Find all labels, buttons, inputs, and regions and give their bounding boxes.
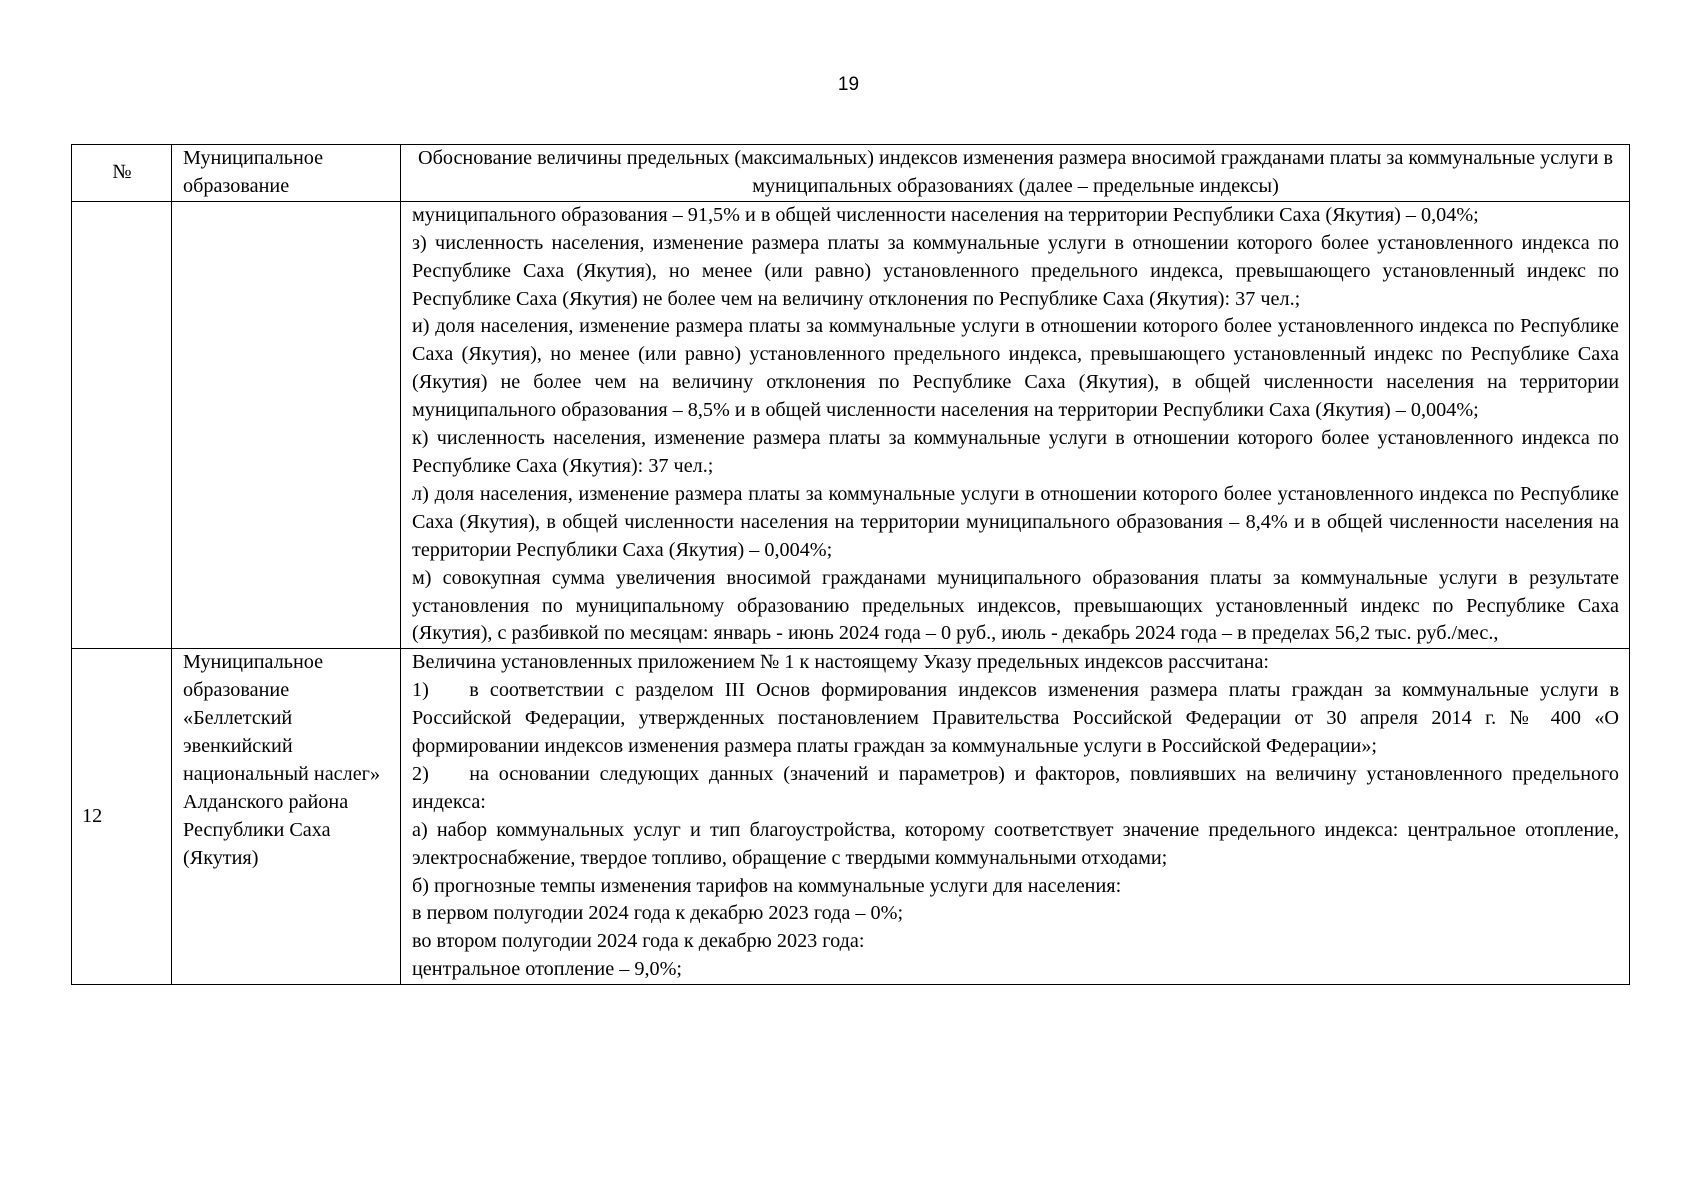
paragraph: б) прогнозные темпы изменения тарифов на коммунальные услуги для населения: (412, 874, 1122, 897)
paragraph: м) совокупная сумма увеличения вносимой гражданами муниципального образования платы за коммунальные услуги в результате установления по муниципальному образованию предельных индексов, превышающих установленный индекс по Республике Саха (Якутия), с разбивкой по месяцам: январь - июнь 2024 года – 0 руб., июль - декабрь 2024 года – в пределах 56,2 тыс. руб./мес., (412, 566, 1619, 645)
table-header-row (72, 145, 1630, 202)
header-justification: Обоснование величины предельных (максимальных) индексов изменения размера вносимой гражданами платы за коммунальные услуги в муниципальных образованиях (далее – предельные индексы) (401, 145, 1630, 202)
row-justification (401, 649, 1630, 985)
table-row (72, 201, 1630, 649)
table-row (72, 649, 1630, 985)
header-municipality: Муниципальное образование (172, 145, 401, 202)
paragraph: 2) на основании следующих данных (значений и параметров) и факторов, повлиявших на величину установленного предельного индекса: (412, 762, 1619, 813)
paragraph: во втором полугодии 2024 года к декабрю 2023 года: (412, 930, 865, 953)
row-number (72, 201, 172, 649)
page-number: 19 (837, 74, 860, 95)
paragraph: муниципального образования – 91,5% и в общей численности населения на территории Республики Саха (Якутия) – 0,04%; (412, 203, 1479, 226)
paragraph: центральное отопление – 9,0%; (412, 958, 683, 981)
paragraph: в первом полугодии 2024 года к декабрю 2023 года – 0%; (412, 902, 904, 925)
row-justification (401, 201, 1630, 649)
paragraph: а) набор коммунальных услуг и тип благоустройства, которому соответствует значение предельного индекса: центральное отопление, электроснабжение, твердое топливо, обращение с твердыми коммунальными отходами; (412, 818, 1619, 869)
row-municipality: Муниципальное образование «Беллетский эвенкийский национальный наслег» Алданского района Республики Саха (Якутия) (172, 649, 401, 985)
paragraph: и) доля населения, изменение размера платы за коммунальные услуги в отношении которого более установленного индекса по Республике Саха (Якутия), но менее (или равно) установленного предельного индекса, превышающего установленный индекс по Республике Саха (Якутия) не более чем на величину отклонения по Республике Саха (Якутия), в общей численности населения на территории муниципального образования – 8,5% и в общей численности населения на территории Республики Саха (Якутия) – 0,004%; (412, 315, 1619, 422)
paragraph: л) доля населения, изменение размера платы за коммунальные услуги в отношении которого более установленного индекса по Республике Саха (Якутия), в общей численности населения на территории муниципального образования – 8,4% и в общей численности населения на территории Республики Саха (Якутия) – 0,004%; (412, 482, 1619, 561)
paragraph: 1) в соответствии с разделом III Основ формирования индексов изменения размера платы граждан за коммунальные услуги в Российской Федерации, утвержденных постановлением Правительства Российской Федерации от 30 апреля 2014 г. № 400 «О формировании индексов изменения размера платы граждан за коммунальные услуги в Российской Федерации»; (412, 679, 1619, 758)
row-municipality (172, 201, 401, 649)
paragraph: к) численность населения, изменение размера платы за коммунальные услуги в отношении которого более установленного индекса по Республике Саха (Якутия): 37 чел.; (412, 427, 1619, 477)
paragraph: з) численность населения, изменение размера платы за коммунальные услуги в отношении которого более установленного индекса по Республике Саха (Якутия), но менее (или равно) установленного предельного индекса, превышающего установленный индекс по Республике Саха (Якутия) не более чем на величину отклонения по Республике Саха (Якутия): 37 чел.; (412, 231, 1619, 310)
paragraph: Величина установленных приложением № 1 к настоящему Указу предельных индексов рассчитана: (412, 651, 1270, 674)
header-number: № (72, 145, 172, 202)
row-number: 12 (72, 649, 172, 985)
index-justification-table (71, 144, 1630, 985)
